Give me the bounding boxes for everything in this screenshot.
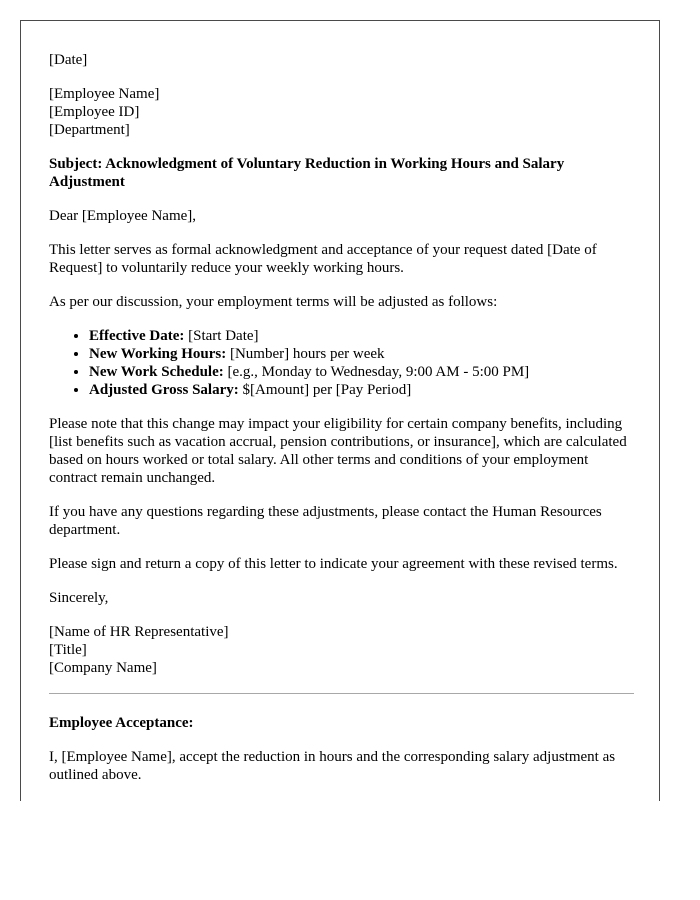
recipient-department: [Department] [49, 122, 130, 138]
salutation: Dear [Employee Name], [49, 208, 197, 224]
section-divider [49, 693, 634, 694]
recipient-block [49, 85, 634, 139]
letter-date: [Date] [49, 52, 88, 68]
term-value: [Number] hours per week [226, 346, 385, 362]
paragraph-benefits: Please note that this change may impact your eligibility for certain company benefits, including [list benefits such as vacation accrual, pension contributions, or insurance], which are calculated based on hours worked or total salary. All other terms and conditions of your employment contract remain unchanged. [49, 416, 627, 486]
letter-page [20, 20, 660, 801]
letter-subject: Subject: Acknowledgment of Voluntary Reduction in Working Hours and Salary Adjustment [49, 156, 565, 190]
paragraph-terms-intro: As per our discussion, your employment terms will be adjusted as follows: [49, 294, 498, 310]
paragraph-request: This letter serves as formal acknowledgment and acceptance of your request dated [Date of Request] to voluntarily reduce your weekly working hours. [49, 242, 597, 276]
list-item [89, 381, 634, 399]
recipient-id: [Employee ID] [49, 104, 140, 120]
term-label: Effective Date: [89, 328, 185, 344]
term-label: New Working Hours: [89, 346, 227, 362]
term-label: New Work Schedule: [89, 364, 224, 380]
paragraph-sign-return: Please sign and return a copy of this letter to indicate your agreement with these revised terms. [49, 556, 618, 572]
paragraph-questions: If you have any questions regarding these adjustments, please contact the Human Resources department. [49, 504, 602, 538]
term-value: [e.g., Monday to Wednesday, 9:00 AM - 5:00 PM] [223, 364, 530, 380]
closing: Sincerely, [49, 590, 109, 606]
list-item [89, 327, 634, 345]
acceptance-title: Employee Acceptance: [49, 715, 194, 731]
acceptance-text: I, [Employee Name], accept the reduction in hours and the corresponding salary adjustment as outlined above. [49, 749, 616, 783]
term-value: [Start Date] [184, 328, 259, 344]
signature-block [49, 623, 634, 677]
list-item [89, 363, 634, 381]
signatory-name: [Name of HR Representative] [49, 624, 229, 640]
letter-content [49, 51, 634, 800]
list-item [89, 345, 634, 363]
term-label: Adjusted Gross Salary: [89, 382, 239, 398]
term-value: $[Amount] per [Pay Period] [238, 382, 412, 398]
recipient-name: [Employee Name] [49, 86, 160, 102]
signatory-company: [Company Name] [49, 660, 157, 676]
terms-list [49, 327, 634, 399]
signatory-title: [Title] [49, 642, 87, 658]
